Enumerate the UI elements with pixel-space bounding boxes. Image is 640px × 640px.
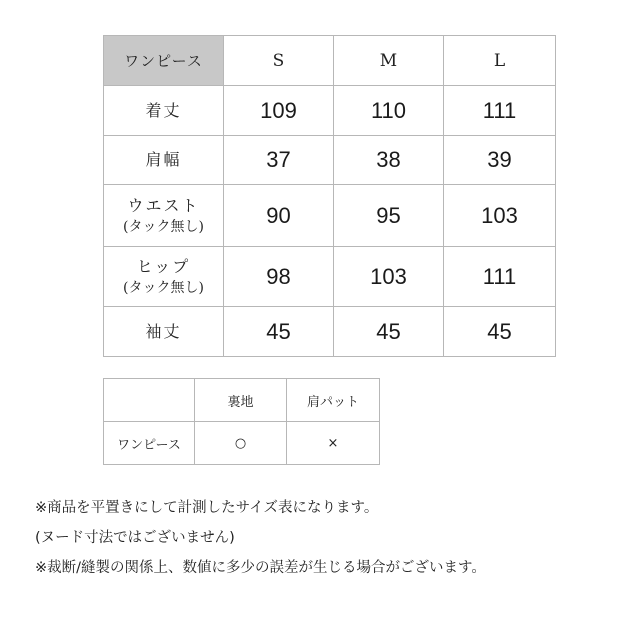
- cell-value: 111: [444, 247, 556, 307]
- option-corner-cell: [104, 379, 195, 422]
- table-row: [104, 247, 556, 307]
- row-label-hip: [104, 247, 224, 307]
- cell-value: 90: [224, 185, 334, 247]
- row-label-text: 着丈: [145, 100, 182, 120]
- cell-value: 38: [334, 136, 444, 185]
- row-label-sleeve: [104, 307, 224, 357]
- option-header-lining: 裏地: [195, 379, 287, 422]
- shoulder-pad-mark: ×: [287, 422, 380, 465]
- cell-value: 109: [224, 86, 334, 136]
- size-chart-header-row: [104, 36, 556, 86]
- table-row: [104, 307, 556, 357]
- cell-value: 111: [444, 86, 556, 136]
- row-label-waist: [104, 185, 224, 247]
- row-label-text: 袖丈: [145, 321, 182, 341]
- cell-value: 95: [334, 185, 444, 247]
- note-line: ※商品を平置きにして計測したサイズ表になります。: [35, 500, 379, 516]
- cell-value: 103: [444, 185, 556, 247]
- row-label-shoulder: [104, 136, 224, 185]
- option-header-row: [104, 379, 380, 422]
- row-label-text: ウエスト: [127, 195, 200, 215]
- option-table: [103, 378, 380, 465]
- note-line: ※裁断/縫製の関係上、数値に多少の誤差が生じる場合がございます。: [35, 560, 486, 576]
- size-chart-corner-label: ワンピース: [104, 36, 224, 86]
- size-header-s: S: [224, 36, 334, 86]
- cell-value: 103: [334, 247, 444, 307]
- row-label-text: ヒップ: [136, 256, 191, 276]
- row-label-length: [104, 86, 224, 136]
- option-header-shoulder-pad: 肩パット: [287, 379, 380, 422]
- lining-mark: ○: [195, 422, 287, 465]
- size-chart-table: [103, 35, 556, 357]
- row-label-note: (タック無し): [123, 279, 204, 296]
- cell-value: 45: [334, 307, 444, 357]
- cell-value: 45: [444, 307, 556, 357]
- cell-value: 110: [334, 86, 444, 136]
- table-row: [104, 136, 556, 185]
- table-row: [104, 422, 380, 465]
- table-row: [104, 86, 556, 136]
- cell-value: 45: [224, 307, 334, 357]
- option-row-label: ワンピース: [104, 422, 195, 465]
- size-header-m: M: [334, 36, 444, 86]
- table-row: [104, 185, 556, 247]
- cell-value: 98: [224, 247, 334, 307]
- size-header-l: L: [444, 36, 556, 86]
- note-line: (ヌード寸法ではございません): [35, 530, 235, 546]
- cell-value: 37: [224, 136, 334, 185]
- row-label-text: 肩幅: [145, 150, 182, 170]
- notes-block: [35, 493, 625, 583]
- row-label-note: (タック無し): [123, 218, 204, 235]
- cell-value: 39: [444, 136, 556, 185]
